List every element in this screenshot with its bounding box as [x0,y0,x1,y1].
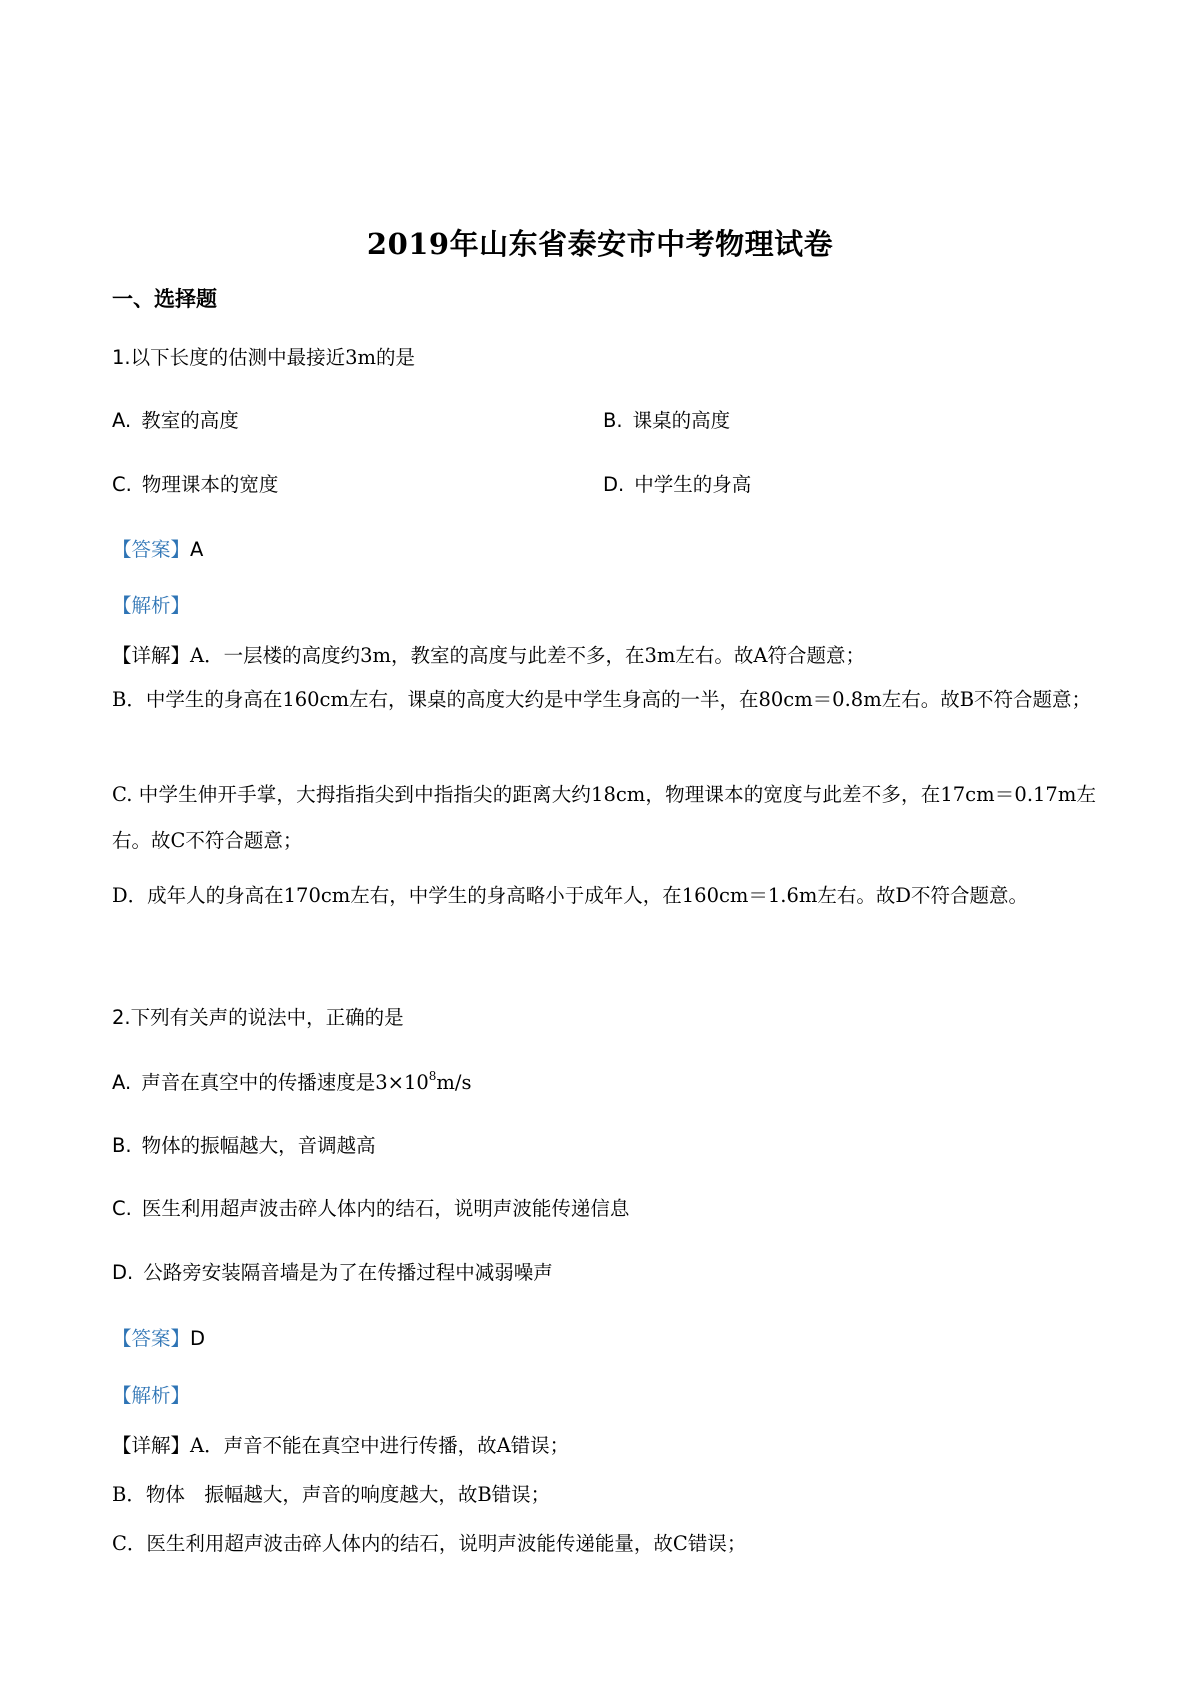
q1-answer [112,534,203,562]
q2-detail-a: 【详解】A．声音不能在真空中进行传播，故A错误； [112,1434,570,1457]
option-letter: C. [112,1197,132,1220]
q2-analysis [112,1380,190,1408]
q2-answer [112,1323,205,1351]
analysis-tag: 【解析】 [112,1384,191,1407]
q2-stem-text: 下列有关声的说法中，正确的是 [130,1006,404,1029]
q1-option-b [603,405,730,433]
q1-detail-d: D．成年人的身高在170cm左右，中学生的身高略小于成年人，在160cm＝1.6m左右。故D不符合题意。 [112,884,1029,907]
analysis-tag: 【解析】 [112,594,191,617]
answer-value: A [190,538,204,561]
q1-detail-c: C. 中学生伸开手掌，大拇指指尖到中指指尖的距离大约18cm，物理课本的宽度与此差不多，在17cm＝0.17m左右。故C不符合题意； [112,783,1096,852]
option-text: 物体的振幅越大，音调越高 [141,1134,376,1157]
answer-tag: 【答案】 [112,538,191,561]
q2-stem [112,1002,404,1030]
option-letter: B. [603,409,623,432]
section-heading: 一、选择题 [112,286,217,311]
q2-option-b [112,1130,376,1158]
q2-option-c [112,1193,629,1221]
option-text: 物理课本的宽度 [141,473,279,496]
q2-option-a [112,1067,471,1095]
q2-detail-c: C．医生利用超声波击碎人体内的结石，说明声波能传递能量，故C错误； [112,1532,747,1555]
option-letter: B. [112,1134,132,1157]
option-letter: A. [112,409,132,432]
option-text: 教室的高度 [141,409,239,432]
q1-option-d [603,469,751,497]
option-letter: A. [112,1071,132,1094]
option-text: 中学生的身高 [634,473,752,496]
exponent: 8 [428,1069,437,1083]
q1-stem-text: 以下长度的估测中最接近3m的是 [130,346,416,369]
q1-option-c [112,469,278,497]
q1-stem [112,342,415,370]
option-letter: C. [112,473,132,496]
q1-detail-b: B．中学生的身高在160cm左右，课桌的高度大约是中学生身高的一半，在80cm＝0.8m左右。故B不符合题意； [112,688,1092,711]
option-text: 医生利用超声波击碎人体内的结石，说明声波能传递信息 [141,1197,630,1220]
q1-option-a [112,405,239,433]
option-letter: D. [603,473,625,496]
q2-detail-b: B．物体 振幅越大，声音的响度越大，故B错误； [112,1483,551,1506]
q1-detail-a: 【详解】A．一层楼的高度约3m，教室的高度与此差不多，在3m左右。故A符合题意； [112,644,865,667]
answer-value: D [190,1327,206,1350]
q1-analysis [112,590,190,618]
option-unit: m/s [436,1071,472,1094]
option-text: 声音在真空中的传播速度是3×10 [141,1071,429,1094]
q1-number: 1. [112,346,131,369]
option-text: 课桌的高度 [632,409,731,432]
answer-tag: 【答案】 [112,1327,191,1350]
option-text: 公路旁安装隔音墙是为了在传播过程中减弱噪声 [143,1261,553,1284]
option-letter: D. [112,1261,134,1284]
q2-option-d [112,1257,553,1285]
page-title: 2019年山东省泰安市中考物理试卷 [366,227,834,261]
q2-number: 2. [112,1006,131,1029]
